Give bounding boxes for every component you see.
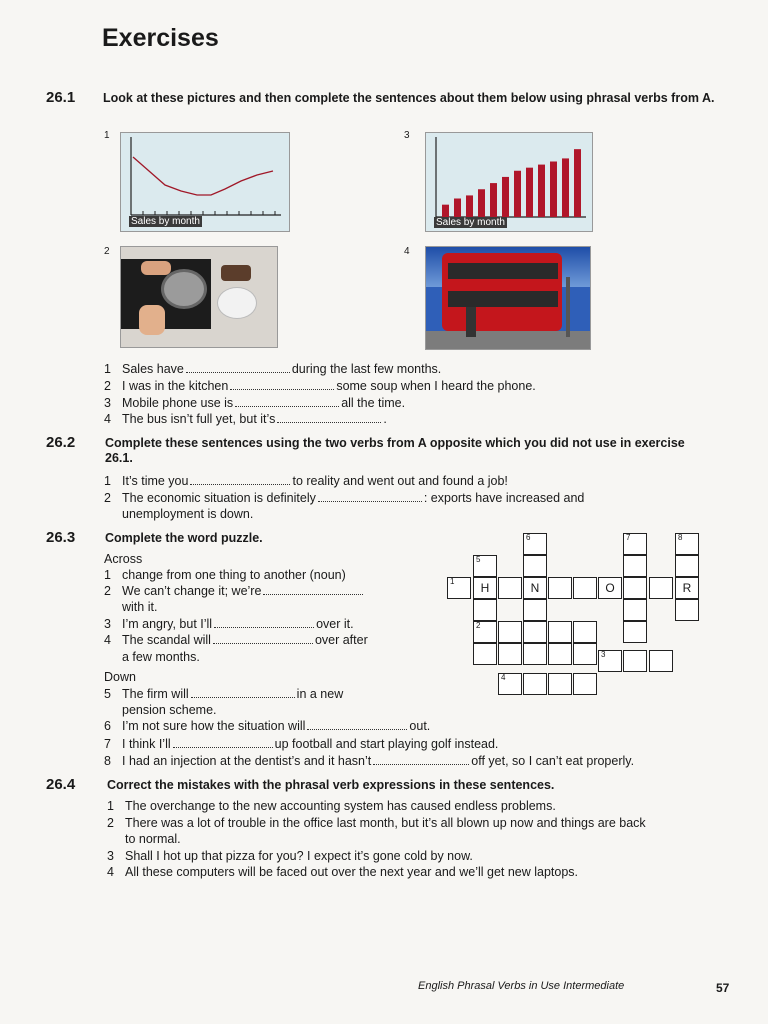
list-item: 3 Mobile phone use is all the time. [104, 396, 406, 410]
bar [574, 149, 581, 217]
clue: 5 The firm will in a new [104, 687, 344, 701]
crossword-cell[interactable] [523, 621, 547, 643]
crossword-cell[interactable]: 2 [473, 621, 497, 643]
cooking-photo [120, 246, 278, 348]
crossword-cell[interactable] [623, 599, 647, 621]
crossword-cell[interactable]: 3 [598, 650, 622, 672]
section-number-26-4: 26.4 [46, 776, 76, 793]
clue: 8 I had an injection at the dentist’s and it hasn’t off yet, so I can’t eat properly. [104, 754, 635, 768]
crossword-cell[interactable] [548, 673, 572, 695]
clue-continuation: pension scheme. [122, 703, 217, 717]
crossword-cell[interactable]: 5 [473, 555, 497, 577]
section-instruction-26-2: Complete these sentences using the two verbs from A opposite which you did not use in exercise 26.1. [105, 436, 685, 465]
clue: 1 change from one thing to another (noun) [104, 568, 346, 582]
clues-heading-across: Across [104, 552, 143, 566]
crossword-cell[interactable]: N [523, 577, 547, 599]
crossword-cell[interactable] [473, 643, 497, 665]
bar [550, 162, 557, 218]
clue: 7 I think I’ll up football and start playing golf instead. [104, 737, 499, 751]
clue: 6 I’m not sure how the situation will out. [104, 719, 431, 733]
crossword-cell[interactable] [675, 555, 699, 577]
list-item: 4 The bus isn’t full yet, but it’s . [104, 412, 387, 426]
clue-continuation: with it. [122, 600, 158, 614]
crossword-cell[interactable] [649, 577, 673, 599]
crossword-cell[interactable] [623, 650, 647, 672]
list-item: 3 Shall I hot up that pizza for you? I expect it’s gone cold by now. [107, 849, 473, 863]
clue-continuation: a few months. [122, 650, 200, 664]
list-item: 2 I was in the kitchen some soup when I heard the phone. [104, 379, 536, 393]
crossword-cell[interactable] [498, 577, 522, 599]
crossword-cell[interactable] [523, 673, 547, 695]
crossword-cell[interactable]: O [598, 577, 622, 599]
crossword-cell[interactable] [548, 643, 572, 665]
bar [454, 199, 461, 218]
bar [526, 168, 533, 217]
bar [502, 177, 509, 217]
crossword-cell[interactable]: 4 [498, 673, 522, 695]
crossword-cell[interactable] [573, 673, 597, 695]
bar [514, 171, 521, 217]
list-item: 1 Sales have during the last few months. [104, 362, 442, 376]
section-number-26-2: 26.2 [46, 434, 76, 451]
bar [442, 205, 449, 217]
crossword-cell[interactable]: H [473, 577, 497, 599]
bar [490, 183, 497, 217]
section-instruction-26-1: Look at these pictures and then complete the sentences about them below using phrasal verbs from A. [103, 91, 715, 105]
chart-label: Sales by month [131, 216, 200, 227]
crossword-cell[interactable] [573, 643, 597, 665]
section-instruction-26-3: Complete the word puzzle. [105, 531, 263, 545]
sales-bar-chart [425, 132, 593, 232]
list-item-continuation: unemployment is down. [122, 507, 254, 521]
picture-number: 3 [404, 130, 410, 141]
picture-number: 4 [404, 246, 410, 257]
picture-number: 2 [104, 246, 110, 257]
crossword-cell[interactable] [573, 577, 597, 599]
list-item: 4 All these computers will be faced out over the next year and we’ll get new laptops. [107, 865, 579, 879]
bus-photo [425, 246, 591, 350]
page-title: Exercises [102, 24, 219, 52]
crossword-cell[interactable] [473, 599, 497, 621]
section-number-26-1: 26.1 [46, 89, 76, 106]
clue: 4 The scandal will over after [104, 633, 368, 647]
crossword-cell[interactable] [523, 599, 547, 621]
sales-line-chart [120, 132, 290, 232]
footer-book-title: English Phrasal Verbs in Use Intermediate [418, 980, 625, 992]
clue: 3 I’m angry, but I’ll over it. [104, 617, 354, 631]
crossword-cell[interactable] [675, 599, 699, 621]
crossword-cell[interactable] [548, 577, 572, 599]
clues-heading-down: Down [104, 670, 136, 684]
picture-number: 1 [104, 130, 110, 141]
list-item-continuation: to normal. [125, 832, 181, 846]
list-item: 1 The overchange to the new accounting system has caused endless problems. [107, 799, 556, 813]
crossword-cell[interactable]: 1 [447, 577, 471, 599]
crossword-cell[interactable] [573, 621, 597, 643]
crossword-cell[interactable] [623, 555, 647, 577]
clue: 2 We can’t change it; we’re [104, 583, 365, 599]
list-item: 2 The economic situation is definitely : exports have increased and [104, 491, 585, 505]
crossword-cell[interactable] [623, 621, 647, 643]
list-item: 2 There was a lot of trouble in the office last month, but it’s all blown up now and things are back [107, 816, 646, 830]
crossword-cell[interactable]: 8 [675, 533, 699, 555]
page-number: 57 [716, 981, 730, 995]
crossword-cell[interactable]: 6 [523, 533, 547, 555]
chart-label: Sales by month [436, 217, 505, 228]
bar [562, 158, 569, 217]
section-instruction-26-4: Correct the mistakes with the phrasal verb expressions in these sentences. [107, 778, 555, 792]
bar [466, 195, 473, 217]
crossword-cell[interactable] [548, 621, 572, 643]
crossword-cell[interactable] [498, 621, 522, 643]
crossword-cell[interactable] [498, 643, 522, 665]
bar [478, 189, 485, 217]
crossword-cell[interactable] [623, 577, 647, 599]
crossword-cell[interactable] [523, 555, 547, 577]
section-number-26-3: 26.3 [46, 529, 76, 546]
crossword-cell[interactable]: R [675, 577, 699, 599]
crossword-cell[interactable]: 7 [623, 533, 647, 555]
list-item: 1 It’s time you to reality and went out and found a job! [104, 474, 508, 488]
crossword-cell[interactable] [649, 650, 673, 672]
bar [538, 165, 545, 217]
crossword-cell[interactable] [523, 643, 547, 665]
